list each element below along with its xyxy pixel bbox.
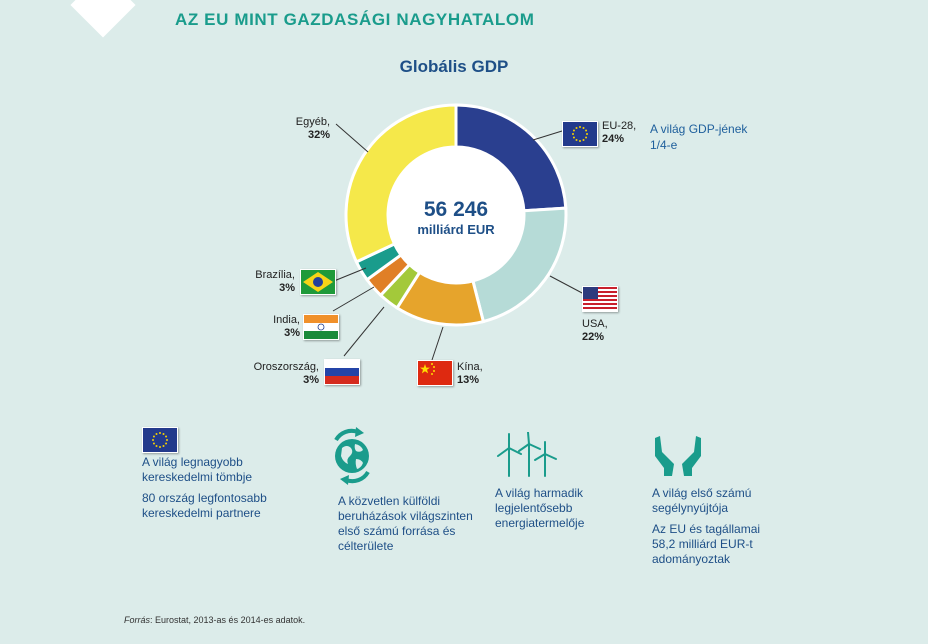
- label-china: [457, 361, 483, 387]
- feature-trade-line-1: A világ legnagyobb kereskedelmi tömbje: [142, 455, 253, 484]
- eu-star: [573, 137, 575, 139]
- source-note: [124, 615, 305, 625]
- feature-energy: [495, 486, 625, 537]
- feature-trade-line-2: 80 ország legfontosabb kereskedelmi partnere: [142, 491, 267, 520]
- eu-note-line-1: A világ GDP-jének: [650, 122, 748, 136]
- usa-flag-icon: [582, 286, 618, 312]
- eu-star: [166, 439, 168, 441]
- eu-star: [153, 443, 155, 445]
- leader-line-eu: [533, 131, 562, 140]
- eu-star: [163, 445, 165, 447]
- label-china-pct: 13%: [457, 374, 480, 386]
- label-brazil-pct: 3%: [279, 282, 295, 294]
- label-usa-pct: 22%: [582, 331, 605, 343]
- feature-aid: [652, 486, 777, 573]
- feature-aid-line-1: A világ első számú segélynyújtója: [652, 486, 752, 515]
- feature-trade: [142, 455, 312, 527]
- leader-line-usa: [550, 276, 584, 294]
- label-india-pct: 3%: [284, 327, 300, 339]
- feature-aid-line-2: Az EU és tagállamai 58,2 milliárd EUR-t adományoztak: [652, 522, 761, 566]
- eu-note-line-2: 1/4-e: [650, 138, 678, 152]
- label-china-name: Kína,: [457, 361, 483, 373]
- feature-energy-line-1: A világ harmadik legjelentősebb energiatermelője: [495, 486, 585, 530]
- label-russia-pct: 3%: [303, 374, 319, 386]
- center-total-unit: milliárd EUR: [417, 222, 495, 237]
- eu-star: [159, 446, 161, 448]
- leader-line-brazil: [334, 268, 366, 281]
- label-russia: [220, 361, 319, 387]
- leader-line-other: [336, 124, 368, 152]
- center-total-value: 56 246: [423, 198, 489, 221]
- eu-star: [156, 445, 158, 447]
- eu-star: [579, 126, 581, 128]
- brazil-flag-icon: [300, 269, 336, 295]
- label-russia-name: Oroszország,: [253, 361, 319, 373]
- leader-line-china: [432, 327, 443, 360]
- eu-star: [585, 130, 587, 132]
- leader-line-india: [333, 287, 374, 311]
- label-eu: [602, 120, 636, 146]
- label-usa-name: USA,: [582, 318, 608, 330]
- russia-flag-icon: [324, 359, 360, 385]
- eu-star: [159, 432, 161, 434]
- label-other-pct: 32%: [307, 129, 330, 141]
- label-eu-name: EU-28,: [602, 120, 637, 132]
- label-brazil-name: Brazília,: [255, 269, 295, 281]
- label-usa: [582, 318, 608, 344]
- eu-star: [152, 439, 154, 441]
- eu-star: [576, 139, 578, 141]
- page-header: AZ EU MINT GAZDASÁGI NAGYHATALOM: [175, 10, 535, 29]
- label-brazil: [230, 269, 295, 295]
- eu-star: [163, 433, 165, 435]
- feature-investment-line-1: A közvetlen külföldi beruházások világszinten első számú forrása és célterülete: [338, 494, 473, 553]
- source-label: Forrás: [124, 615, 151, 625]
- india-flag-icon: [303, 314, 339, 340]
- label-other-name: Egyéb,: [295, 116, 330, 128]
- chart-title: Globális GDP: [399, 57, 509, 76]
- eu-flag-icon: [562, 121, 598, 147]
- eu-star: [156, 433, 158, 435]
- feature-investment: [338, 494, 478, 560]
- leader-line-russia: [344, 307, 384, 356]
- eu-star: [165, 443, 167, 445]
- eu-star: [572, 133, 574, 135]
- label-india: [230, 314, 300, 340]
- eu-star: [579, 140, 581, 142]
- eu-flag-icon: [142, 427, 178, 453]
- eu-star: [153, 436, 155, 438]
- eu-star: [576, 127, 578, 129]
- eu-star: [165, 436, 167, 438]
- eu-star: [586, 133, 588, 135]
- globe-icon: [328, 426, 376, 486]
- label-india-name: India,: [273, 314, 300, 326]
- eu-note: [650, 121, 747, 153]
- source-text: : Eurostat, 2013-as és 2014-es adatok.: [150, 615, 306, 625]
- eu-star: [583, 139, 585, 141]
- label-eu-pct: 24%: [602, 133, 625, 145]
- hands-icon: [652, 434, 704, 478]
- wind-turbines-icon: [495, 432, 559, 478]
- eu-star: [573, 130, 575, 132]
- eu-star: [583, 127, 585, 129]
- eu-star: [585, 137, 587, 139]
- china-flag-icon: [417, 360, 453, 386]
- label-other: [260, 116, 330, 142]
